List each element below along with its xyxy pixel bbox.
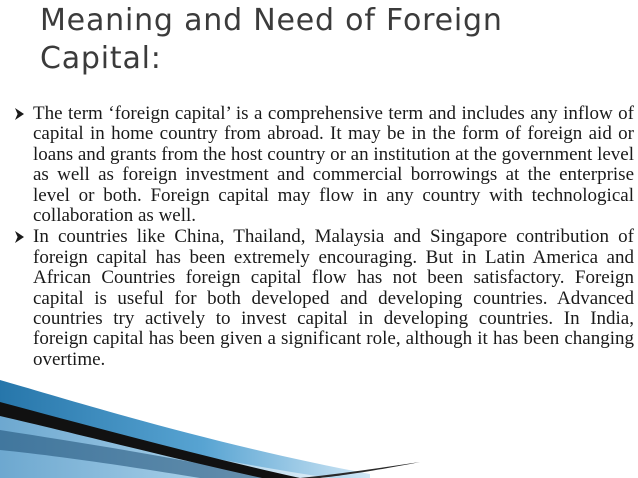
bullet-text: The term ‘foreign capital’ is a comprehensive term and includes any inflow of capital in home country from abroad. It may be in the form of foreign aid or loans and grants from the host country or an institution at the government level as well as foreign investment and commercial borrowings at the enterprise level or both. Foreign capital may flow in any country with technological collaboration as well. [33, 103, 635, 227]
slide-title: Meaning and Need of Foreign Capital: [40, 3, 503, 76]
bullet-text: In countries like China, Thailand, Malaysia and Singapore contribution of foreign capital has been extremely encouraging. But in Latin America and African Countries foreign capital flow has not been satisfactory. Foreign capital is useful for both developed and developing countries. Advanced countries try actively to invest capital in developing countries. In India, foreign capital has been given a significant role, although it has been changing overtime. [33, 226, 634, 370]
decorative-wave-swoosh [0, 378, 638, 478]
arrowhead-bullet-icon [14, 107, 26, 121]
arrowhead-bullet-icon [14, 230, 26, 244]
bullet-item [14, 104, 634, 226]
bullet-list [14, 104, 634, 370]
bullet-item [14, 227, 634, 370]
